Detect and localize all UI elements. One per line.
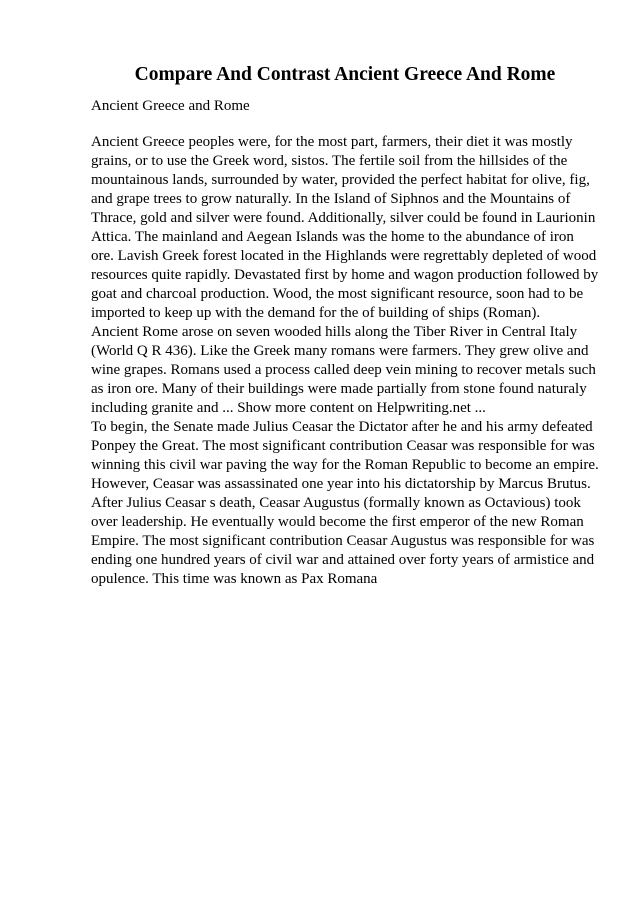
document-subtitle: Ancient Greece and Rome [91, 98, 250, 114]
body-line: over leadership. He eventually would become the first emperor of the new Roman [91, 514, 584, 530]
body-line: After Julius Ceasar s death, Ceasar Augustus (formally known as Octavious) took [91, 495, 581, 511]
body-line: ending one hundred years of civil war and attained over forty years of armistice and [91, 552, 595, 568]
body-line: resources quite rapidly. Devastated first by home and wagon production followed by [91, 267, 599, 283]
body-line: ore. Lavish Greek forest located in the Highlands were regrettably depleted of wood [91, 248, 597, 264]
body-line: (World Q R 436). Like the Greek many romans were farmers. They grew olive and [91, 343, 589, 359]
body-line: Ponpey the Great. The most significant contribution Ceasar was responsible for was [91, 438, 595, 454]
body-line: To begin, the Senate made Julius Ceasar the Dictator after he and his army defeated [91, 419, 593, 435]
body-line: However, Ceasar was assassinated one year into his dictatorship by Marcus Brutus. [91, 476, 591, 492]
body-line: as iron ore. Many of their buildings were made partially from stone found naturaly [91, 381, 587, 397]
body-line: opulence. This time was known as Pax Romana [91, 571, 378, 587]
body-line: grains, or to use the Greek word, sistos. The fertile soil from the hillsides of the [91, 153, 568, 169]
body-line: goat and charcoal production. Wood, the most significant resource, soon had to be [91, 286, 584, 302]
document-title: Compare And Contrast Ancient Greece And Rome [134, 64, 556, 85]
body-line: Ancient Rome arose on seven wooded hills along the Tiber River in Central Italy [91, 324, 578, 340]
body-line: Ancient Greece peoples were, for the most part, farmers, their diet it was mostly [91, 134, 573, 150]
document-body [91, 133, 599, 589]
body-line: wine grapes. Romans used a process called deep vein mining to recover metals such [91, 362, 596, 378]
body-line: Thrace, gold and silver were found. Additionally, silver could be found in Laurionin [91, 210, 596, 226]
body-line: Empire. The most significant contribution Ceasar Augustus was responsible for was [91, 533, 595, 549]
body-line: winning this civil war paving the way for the Roman Republic to become an empire. [91, 457, 599, 473]
body-line: imported to keep up with the demand for the of building of ships (Roman). [91, 305, 541, 321]
body-line: including granite and ... Show more content on Helpwriting.net ... [91, 400, 486, 416]
body-line: and grape trees to grow naturally. In the Island of Siphnos and the Mountains of [91, 191, 571, 207]
body-line: mountainous lands, surrounded by water, provided the perfect habitat for olive, fig, [91, 172, 590, 188]
body-line: Attica. The mainland and Aegean Islands was the home to the abundance of iron [91, 229, 574, 245]
